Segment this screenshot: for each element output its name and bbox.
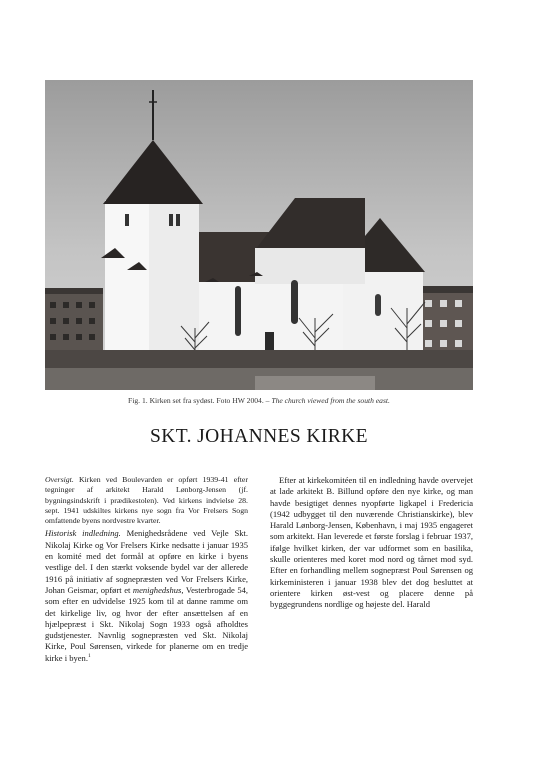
caption-danish: Fig. 1. Kirken set fra sydøst. Foto HW 2004. – [128,396,272,405]
page-title: SKT. JOHANNES KIRKE [150,426,368,447]
overview-lead: Oversigt. [45,475,74,484]
history-paragraph [45,528,248,664]
footnote-ref: 1 [87,652,91,659]
figure-caption [45,396,473,406]
overview-paragraph [45,475,248,526]
caption-english: The church viewed from the south east. [271,396,390,405]
history-lead: Historisk indledning. [45,528,121,539]
continuation-paragraph: Efter at kirkekomitéen til en indledning havde overvejet at lade arkitekt B. Billund opføre den nye kirke, og man havde besigtiget dennes nyopførte ligkapel i Fredericia (1942 udbygget til den nuværende Christianskirke), blev Harald Lønborg-Jensen, København, i maj 1935 engageret som arkitekt. Han leverede et første forslag i februar 1937, ifølge hvilket kirken, der var udformet som en basilika, skulle orienteres med koret mod nord og tårnet mod syd. Efter en forhandling mellem sognepræst Poul Sørensen og kirkeministeren i januar 1938 blev det dog besluttet at orientere kirken øst-vest og placere denne på byggegrundens nordlige og højeste del. Harald [270,475,473,610]
church-photograph [45,80,473,390]
path [255,376,375,390]
text-column-left [45,475,248,664]
church-illustration [45,80,473,390]
history-text-b: , Vesterbrogade 54, som efter en udvidelse 1925 kom til at danne ramme om det kirkelige liv, og hvor der efter ansættelsen af en hjælpepræst i Skt. Nikolaj Sogn 1933 også afholdtes gudstjenester. Navnlig sognepræsten ved Skt. Nikolaj Kirke, Poul Sørensen, virkede for planerne om en tredje kirke i byen. [45,584,248,663]
history-term: menighedshus [132,584,182,595]
hedge [45,350,473,370]
history-text-a: Menighedsrådene ved Vejle Skt. Nikolaj Kirke og Vor Frelsers Kirke nedsatte i januar 1935 en komité med det formål at opføre en kirke i byens vestlige del. I den stærkt voksende bydel var der allerede 1916 på initiativ af sognepræsten ved Vor Frelsers Kirke, Johan Geismar, opført et [45,528,248,595]
overview-text: Kirken ved Boulevarden er opført 1939-41 efter tegninger af arkitekt Harald Lønborg-Jensen (jf. bygningsindskrift i prædikestolen). Ved kirkens indvielse 28. sept. 1941 udskiltes kirkens nye sogn fra Vor Frelsers Sogn omfattende byens nordvestre kvarter. [45,475,248,526]
text-column-right [270,475,473,611]
